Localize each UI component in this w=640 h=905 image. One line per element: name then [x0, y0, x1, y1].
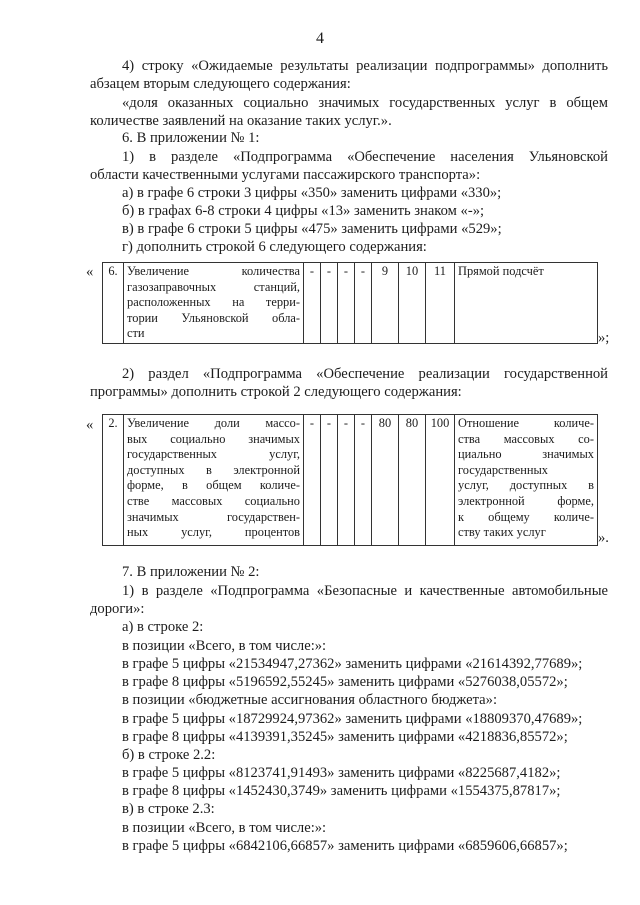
- desc-line: доступных в электронной: [127, 462, 300, 477]
- paragraph-line: г) дополнить строкой 6 следующего содержания:: [122, 239, 427, 255]
- paragraph-line: в графе 5 цифры «6842106,66857» заменить цифрами «6859606,66857»;: [122, 838, 568, 854]
- desc-line: Увеличение доли массо-: [127, 416, 300, 430]
- method-line: к общему количе-: [458, 509, 594, 524]
- method-line: государственных: [458, 462, 549, 477]
- page-number: 4: [316, 30, 324, 47]
- table-row-2: [102, 414, 598, 546]
- open-quote: «: [86, 264, 94, 280]
- value-cell: -: [304, 263, 321, 344]
- row-number: 2.: [103, 415, 124, 546]
- paragraph-line: области качественными услугами пассажирского транспорта»:: [90, 167, 481, 183]
- desc-line: сти: [127, 326, 145, 341]
- paragraph-line: в графе 5 цифры «18729924,97362» заменить цифрами «18809370,47689»;: [122, 711, 583, 727]
- paragraph-line: а) в графе 6 строки 3 цифры «350» заменить цифрами «330»;: [122, 185, 502, 201]
- method-line: Отношение количе-: [458, 416, 594, 430]
- paragraph-line: в) в строке 2.3:: [122, 801, 215, 817]
- close-quote: »;: [598, 330, 610, 346]
- paragraph-line: дороги»:: [90, 601, 145, 617]
- value-cell: 10: [399, 263, 426, 344]
- paragraph-line: абзацем вторым следующего содержания:: [90, 76, 351, 92]
- paragraph-line: в графе 5 цифры «8123741,91493» заменить цифрами «8225687,4182»;: [122, 765, 561, 781]
- paragraph-line: в позиции «Всего, в том числе:»:: [122, 820, 327, 836]
- desc-line: расположенных на терри-: [127, 295, 300, 310]
- value-cell: 100: [426, 415, 455, 546]
- desc-line: стве массовых социально: [127, 493, 300, 508]
- table-row-6: [102, 262, 598, 344]
- paragraph-line: 1) в разделе «Подпрограмма «Безопасные и качественные автомобильные: [122, 583, 608, 599]
- value-cell: 80: [399, 415, 426, 546]
- value-cell: -: [304, 415, 321, 546]
- method-line: услуг, доступных в: [458, 478, 594, 493]
- paragraph-line: 2) раздел «Подпрограмма «Обеспечение реализации государственной: [122, 366, 608, 382]
- method-line: электронной форме,: [458, 493, 594, 508]
- desc-line: государственных услуг,: [127, 447, 300, 462]
- paragraph-line: в графе 8 цифры «4139391,35245» заменить цифрами «4218836,85572»;: [122, 729, 568, 745]
- value-cell: -: [355, 415, 372, 546]
- indicator-description: [124, 415, 304, 546]
- desc-line: газозаправочных станций,: [127, 279, 300, 294]
- method-line: ству таких услуг: [458, 525, 546, 540]
- paragraph-line: а) в строке 2:: [122, 619, 204, 635]
- value-cell: -: [338, 415, 355, 546]
- paragraph-line: б) в графах 6-8 строки 4 цифры «13» заменить знаком «-»;: [122, 203, 485, 219]
- section-heading: 6. В приложении № 1:: [122, 130, 260, 146]
- value-cell: -: [321, 415, 338, 546]
- paragraph-line: в позиции «Всего, в том числе:»:: [122, 638, 327, 654]
- value-cell: -: [355, 263, 372, 344]
- open-quote: «: [86, 417, 94, 433]
- paragraph-line: 1) в разделе «Подпрограмма «Обеспечение населения Ульяновской: [122, 149, 608, 165]
- paragraph-line: в) в графе 6 строки 5 цифры «475» заменить цифрами «529»;: [122, 221, 502, 237]
- value-cell: -: [338, 263, 355, 344]
- close-quote: ».: [598, 530, 609, 546]
- paragraph-line: «доля оказанных социально значимых государственных услуг в общем: [122, 95, 608, 111]
- value-cell: 11: [426, 263, 455, 344]
- paragraph-line: программы» дополнить строкой 2 следующего содержания:: [90, 384, 462, 400]
- value-cell: 80: [372, 415, 399, 546]
- desc-line: форме, в общем количе-: [127, 478, 300, 493]
- desc-line: значимых государствен-: [127, 509, 300, 524]
- method-line: ства массовых со-: [458, 431, 594, 446]
- value-cell: -: [321, 263, 338, 344]
- paragraph-line: в графе 8 цифры «5196592,55245» заменить цифрами «5276038,05572»;: [122, 674, 568, 690]
- row-number: 6.: [103, 263, 124, 344]
- paragraph-line: в графе 8 цифры «1452430,3749» заменить цифрами «1554375,87817»;: [122, 783, 561, 799]
- value-cell: 9: [372, 263, 399, 344]
- paragraph-line: б) в строке 2.2:: [122, 747, 216, 763]
- paragraph-line: в позиции «бюджетные ассигнования областного бюджета»:: [122, 692, 497, 708]
- section-heading: 7. В приложении № 2:: [122, 564, 260, 580]
- paragraph-line: в графе 5 цифры «21534947,27362» заменить цифрами «21614392,77689»;: [122, 656, 583, 672]
- desc-line: Увеличение количества: [127, 264, 300, 278]
- calculation-method: Прямой подсчёт: [455, 263, 598, 344]
- method-line: циально значимых: [458, 447, 594, 462]
- indicator-description: [124, 263, 304, 344]
- desc-line: тории Ульяновской обла-: [127, 310, 300, 325]
- paragraph-line: количестве заявлений на оказание таких услуг.».: [90, 113, 392, 129]
- calculation-method: [455, 415, 598, 546]
- desc-line: вых социально значимых: [127, 431, 300, 446]
- desc-line: ных услуг, процентов: [127, 525, 300, 540]
- paragraph-line: 4) строку «Ожидаемые результаты реализации подпрограммы» дополнить: [122, 58, 608, 74]
